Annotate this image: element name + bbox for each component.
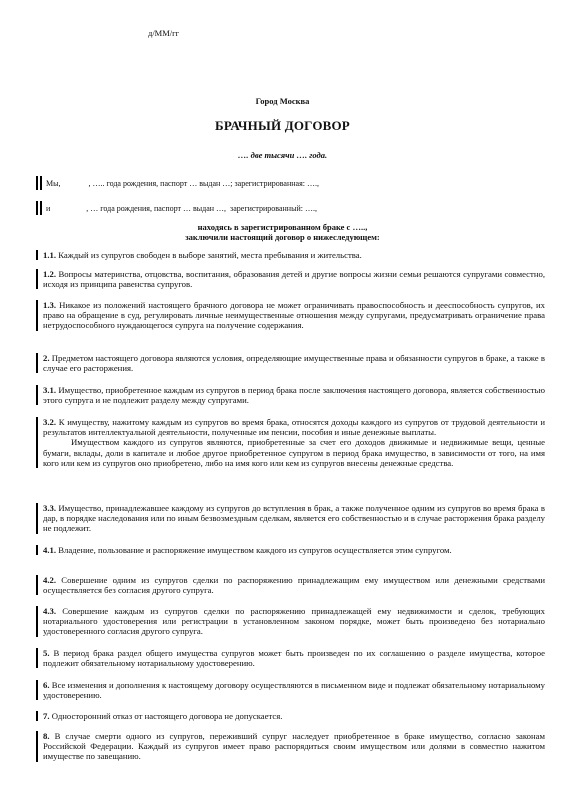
clause-text: В случае смерти одного из супругов, переживший супруг наследует приобретенное в браке имущество, согласно законам Российской Федерации. Каждый из супругов имеет право распорядиться своим имуществом или долями в совместно нажитом имуществе по завещанию. xyxy=(43,731,545,762)
clause-1-1 xyxy=(36,250,545,260)
margin-bar xyxy=(40,201,42,215)
intro-text xyxy=(0,222,565,242)
clause-text: Владение, пользование и распоряжение имуществом каждого из супругов осуществляется этим супругом. xyxy=(56,545,452,555)
clause-2 xyxy=(36,353,545,373)
clause-text: Односторонний отказ от настоящего договора не допускается. xyxy=(49,711,283,721)
clause-number: 5. xyxy=(43,648,50,658)
clause-number: 3.3. xyxy=(43,503,57,513)
clause-4-3 xyxy=(36,606,545,637)
intro-line-1: находясь в зарегистрированном браке с ….., xyxy=(197,222,368,232)
clause-text: Все изменения и дополнения к настоящему договору осуществляются в письменном виде и подлежат обязательному нотариальному удостоверению. xyxy=(43,680,545,701)
clause-text: Предметом настоящего договора являются условия, определяющие имущественные права и обязанности супругов в браке, а также в случае его расторжения. xyxy=(43,353,545,374)
clause-number: 3.2. xyxy=(43,417,57,427)
clause-text: В период брака раздел общего имущества супругов может быть произведен по их соглашению о разделе имущества, которое подлежит обязательному нотариальному удостоверению. xyxy=(43,648,545,669)
clause-8 xyxy=(36,731,545,762)
intro-line-2: заключили настоящий договор о нижеследующем: xyxy=(185,232,380,242)
clause-text: Имущество, принадлежавшее каждому из супругов до вступления в брак, а также полученное одним из супругов во время брака в дар, в порядке наследования или по иным безвозмездным сделкам, является его собственностью и в случае расторжения брака разделу не подлежит. xyxy=(43,503,545,534)
clause-number: 8. xyxy=(43,731,50,741)
clause-6 xyxy=(36,680,545,700)
clause-1-2 xyxy=(36,269,545,289)
clause-number: 1.1. xyxy=(43,250,57,260)
clause-number: 3.1. xyxy=(43,385,57,395)
party-line-1 xyxy=(36,176,319,190)
margin-bar xyxy=(36,176,38,190)
margin-bar xyxy=(36,201,38,215)
party-prefix: Мы, xyxy=(46,178,61,188)
clause-number: 4.2. xyxy=(43,575,57,585)
clause-number: 4.1. xyxy=(43,545,57,555)
clause-number: 2. xyxy=(43,353,50,363)
city-heading: Город Москва xyxy=(255,96,310,106)
clause-number: 4.3. xyxy=(43,606,57,616)
party-details: , ….. года рождения, паспорт … выдан …; зарегистрированная: …., xyxy=(88,178,319,188)
clause-number: 7. xyxy=(43,711,50,721)
document-title: БРАЧНЫЙ ДОГОВОР xyxy=(215,118,350,133)
clause-number: 1.2. xyxy=(43,269,57,279)
clause-1-3 xyxy=(36,300,545,331)
clause-text: Совершение каждым из супругов сделки по распоряжению принадлежащей ему недвижимости и сделок, требующих нотариального удостоверения или регистрации в установленном законом порядке, может быть произведено без нотариально удостоверенного согласия другого супруга. xyxy=(43,606,545,637)
clause-text: Никакое из положений настоящего брачного договора не может ограничивать правоспособность и дееспособность супругов, их право на обращение в суд, регулировать личные неимущественные отношения между супругами, предусматривать ограничение права нетрудоспособного нуждающегося супруга на получение содержания. xyxy=(43,300,545,331)
clause-number: 1.3. xyxy=(43,300,57,310)
margin-bar xyxy=(40,176,42,190)
party-details: , … года рождения, паспорт … выдан …, зарегистрированный: …., xyxy=(86,203,317,213)
clause-7 xyxy=(36,711,545,721)
party-line-2 xyxy=(36,201,317,215)
party-prefix: и xyxy=(46,203,51,213)
clause-3-1 xyxy=(36,385,545,405)
clause-extra-text: Имуществом каждого из супругов являются, приобретенные за счет его доходов движимые и недвижимые вещи, ценные бумаги, вклады, доли в капитале и любое другое приобретенное супругом в период брака имущество, в зависимости от того, на имя кого или кем из супругов оно приобретено, либо на имя кого или кем из супругов внесены денежные средства. xyxy=(43,437,545,468)
clause-text: Совершение одним из супругов сделки по распоряжению принадлежащим ему имуществом или денежными средствами осуществляется без согласия другого супруга. xyxy=(43,575,545,596)
clause-text: Вопросы материнства, отцовства, воспитания, образования детей и другие вопросы жизни семьи решаются супругами совместно, исходя из принципа равенства супругов. xyxy=(43,269,545,290)
clause-text: К имуществу, нажитому каждым из супругов во время брака, относятся доходы каждого из супругов от трудовой деятельности и результатов интеллектуальной деятельности, полученные им пенсии, пособия и иные денежные выплаты. xyxy=(43,417,545,438)
clause-5 xyxy=(36,648,545,668)
clause-4-2 xyxy=(36,575,545,595)
clause-3-2 xyxy=(36,417,545,468)
clause-4-1 xyxy=(36,545,545,555)
clause-text: Имущество, приобретенное каждым из супругов в период брака после заключения настоящего договора, является собственностью этого супруга и не подлежит разделу между супругами. xyxy=(43,385,545,406)
clause-text: Каждый из супругов свободен в выборе занятий, места пребывания и жительства. xyxy=(56,250,362,260)
document-date: …. две тысячи …. года. xyxy=(237,150,328,160)
clause-3-3 xyxy=(36,503,545,534)
clause-number: 6. xyxy=(43,680,50,690)
document-code: д/ММ/гг xyxy=(148,28,180,38)
